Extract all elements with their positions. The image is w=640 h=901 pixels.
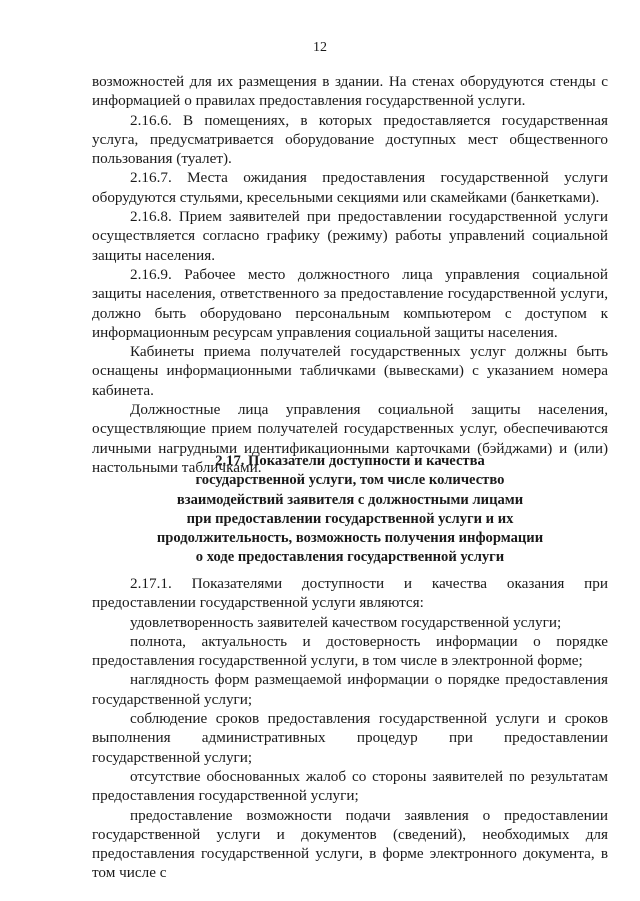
paragraph: наглядность форм размещаемой информации о порядке предоставления государственной услуги; <box>92 671 608 708</box>
heading-line: взаимодействий заявителя с должностными лицами <box>176 491 524 508</box>
paragraph: возможностей для их размещения в здании. На стенах оборудуются стенды с информацией о правилах предоставления государственной услуги. <box>92 73 608 110</box>
paragraph: полнота, актуальность и достоверность информации о порядке предоставления государственной услуги, в том числе в электронной форме; <box>92 632 608 670</box>
heading-line: 2.17. Показатели доступности и качества <box>215 453 485 469</box>
paragraph: 2.16.8. Прием заявителей при предоставлении государственной услуги осуществляется согласно графику (режиму) работы управлений социальной защиты населения. <box>92 208 608 264</box>
paragraph: удовлетворенность заявителей качеством государственной услуги; <box>130 613 562 631</box>
paragraph: Должностные лица управления социальной защиты населения, осуществляющие прием получателей государственных услуг, обеспечиваются личными нагрудными идентификационными карточками (бэйджами) и (или) настольными табличками. <box>92 401 608 476</box>
paragraph: 2.16.9. Рабочее место должностного лица управления социальной защиты населения, ответственного за предоставление государственной услуги, должно быть оборудовано персональным компьютером с доступом к информационным ресурсам управления социальной защиты населения. <box>92 265 608 341</box>
paragraph: отсутствие обоснованных жалоб со стороны заявителей по результатам предоставления государственной услуги; <box>92 767 608 805</box>
page-number: 12 <box>313 40 327 55</box>
paragraph: Кабинеты приема получателей государственных услуг должны быть оснащены информационными табличками (вывесками) с указанием номера кабинета. <box>92 343 608 399</box>
paragraph: 2.16.6. В помещениях, в которых предоставляется государственная услуга, предусматривается оборудование доступных мест общественного пользования (туалет). <box>92 111 608 168</box>
paragraph: соблюдение сроков предоставления государственной услуги и сроков выполнения административных процедур при предоставлении государственной услуги; <box>92 710 608 766</box>
top-text-section <box>92 72 608 477</box>
paragraph: 2.17.1. Показателями доступности и качества оказания при предоставлении государственной услуги являются: <box>92 575 608 612</box>
section-heading <box>92 452 608 568</box>
heading-line: государственной услуги, том числе количество <box>195 472 505 489</box>
heading-line: при предоставлении государственной услуги и их <box>186 510 514 527</box>
paragraph: предоставление возможности подачи заявления о предоставлении государственной услуги и документов (сведений), необходимых для предоставления государственной услуги, в форме электронного документа, в том числе с <box>92 806 608 882</box>
paragraph: 2.16.7. Места ожидания предоставления государственной услуги оборудуются стульями, кресельными секциями или скамейками (банкетками). <box>92 169 608 206</box>
heading-line: продолжительность, возможность получения информации <box>156 530 544 547</box>
bottom-text-section <box>92 574 608 883</box>
heading-line: о ходе предоставления государственной услуги <box>195 549 505 566</box>
